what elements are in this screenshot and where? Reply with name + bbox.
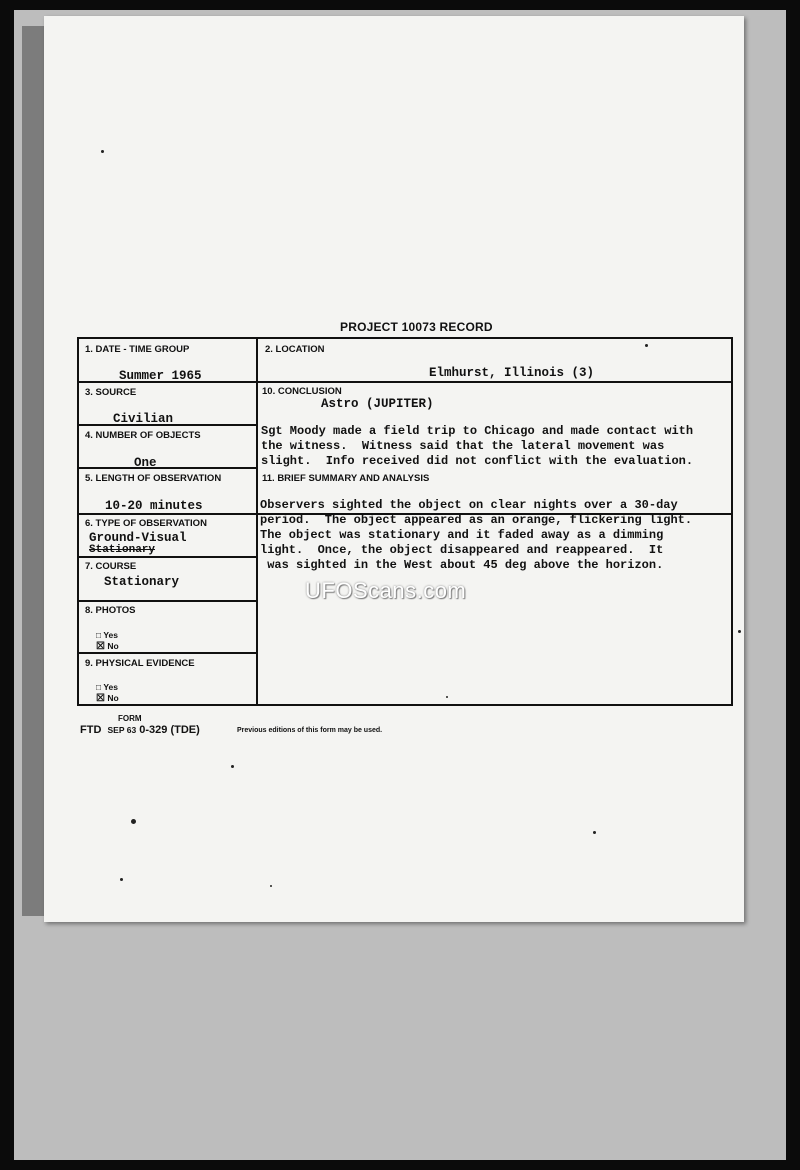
course-label: 7. COURSE xyxy=(85,561,137,572)
record-title: PROJECT 10073 RECORD xyxy=(340,320,493,334)
footer-form-number: 0-329 (TDE) xyxy=(139,724,200,736)
physical-evidence-yes-option xyxy=(96,682,118,692)
photos-yes-label: Yes xyxy=(103,630,119,640)
length-of-observation-label: 5. LENGTH OF OBSERVATION xyxy=(85,473,222,484)
watermark: UFOScans.com xyxy=(305,578,467,603)
physical-evidence-no-label: No xyxy=(107,693,119,703)
unchecked-box-icon: □ xyxy=(96,682,102,692)
number-of-objects-label: 4. NUMBER OF OBJECTS xyxy=(85,430,201,441)
checked-box-icon: ☒ xyxy=(96,641,105,652)
course-value: Stationary xyxy=(104,575,180,589)
scan-speck xyxy=(131,819,136,824)
photos-no-label: No xyxy=(107,641,119,651)
photos-no-option xyxy=(96,641,119,652)
source-value: Civilian xyxy=(113,412,174,426)
summary-line-5: was sighted in the West about 45 deg above the horizon. xyxy=(260,558,664,572)
column-divider xyxy=(256,339,258,704)
source-label: 3. SOURCE xyxy=(85,387,137,398)
physical-evidence-yes-label: Yes xyxy=(103,682,119,692)
row-divider xyxy=(79,556,258,558)
summary-line-2: period. The object appeared as an orange, flickering light. xyxy=(260,513,693,527)
record-form xyxy=(77,337,733,706)
conclusion-label: 10. CONCLUSION xyxy=(262,386,342,397)
location-label: 2. LOCATION xyxy=(265,344,325,355)
footer-date-code: SEP 63 xyxy=(107,725,137,735)
location-value: Elmhurst, Illinois (3) xyxy=(429,366,595,380)
footer-form-label: FORM xyxy=(118,714,142,723)
scan-speck xyxy=(446,696,448,698)
scan-speck xyxy=(231,765,234,768)
unchecked-box-icon: □ xyxy=(96,630,102,640)
conclusion-note-2: the witness. Witness said that the lateral movement was xyxy=(261,439,665,453)
length-of-observation-value: 10-20 minutes xyxy=(105,499,203,513)
scan-speck xyxy=(738,630,741,633)
type-of-observation-value: Ground-Visual xyxy=(89,531,187,545)
row-divider xyxy=(256,381,733,383)
scan-speck xyxy=(120,878,123,881)
footer-note: Previous editions of this form may be used. xyxy=(237,727,383,734)
checked-box-icon: ☒ xyxy=(96,693,105,704)
photos-label: 8. PHOTOS xyxy=(85,605,136,616)
type-of-observation-struck-value: Stationary xyxy=(89,544,156,556)
summary-line-1: Observers sighted the object on clear nights over a 30-day xyxy=(260,498,678,512)
conclusion-note-3: slight. Info received did not conflict with the evaluation. xyxy=(261,454,694,468)
physical-evidence-no-option xyxy=(96,693,119,704)
row-divider xyxy=(79,652,258,654)
physical-evidence-label: 9. PHYSICAL EVIDENCE xyxy=(85,658,195,669)
scan-speck xyxy=(645,344,648,347)
number-of-objects-value: One xyxy=(134,456,157,470)
footer-ftd: FTD xyxy=(80,724,102,736)
date-time-group-label: 1. DATE - TIME GROUP xyxy=(85,344,190,355)
type-of-observation-label: 6. TYPE OF OBSERVATION xyxy=(85,518,207,529)
conclusion-note-1: Sgt Moody made a field trip to Chicago and made contact with xyxy=(261,424,694,438)
scan-lower-area xyxy=(14,925,786,1160)
date-time-group-value: Summer 1965 xyxy=(119,369,202,383)
row-divider xyxy=(79,600,258,602)
conclusion-value: Astro (JUPITER) xyxy=(321,397,434,411)
scan-speck xyxy=(101,150,104,153)
scan-speck xyxy=(270,885,272,887)
summary-label: 11. BRIEF SUMMARY AND ANALYSIS xyxy=(262,473,430,484)
summary-line-4: light. Once, the object disappeared and reappeared. It xyxy=(260,543,664,557)
photos-yes-option xyxy=(96,630,118,640)
scan-speck xyxy=(593,831,596,834)
row-divider xyxy=(79,467,258,469)
footer-form-id xyxy=(80,724,200,736)
summary-line-3: The object was stationary and it faded away as a dimming xyxy=(260,528,664,542)
